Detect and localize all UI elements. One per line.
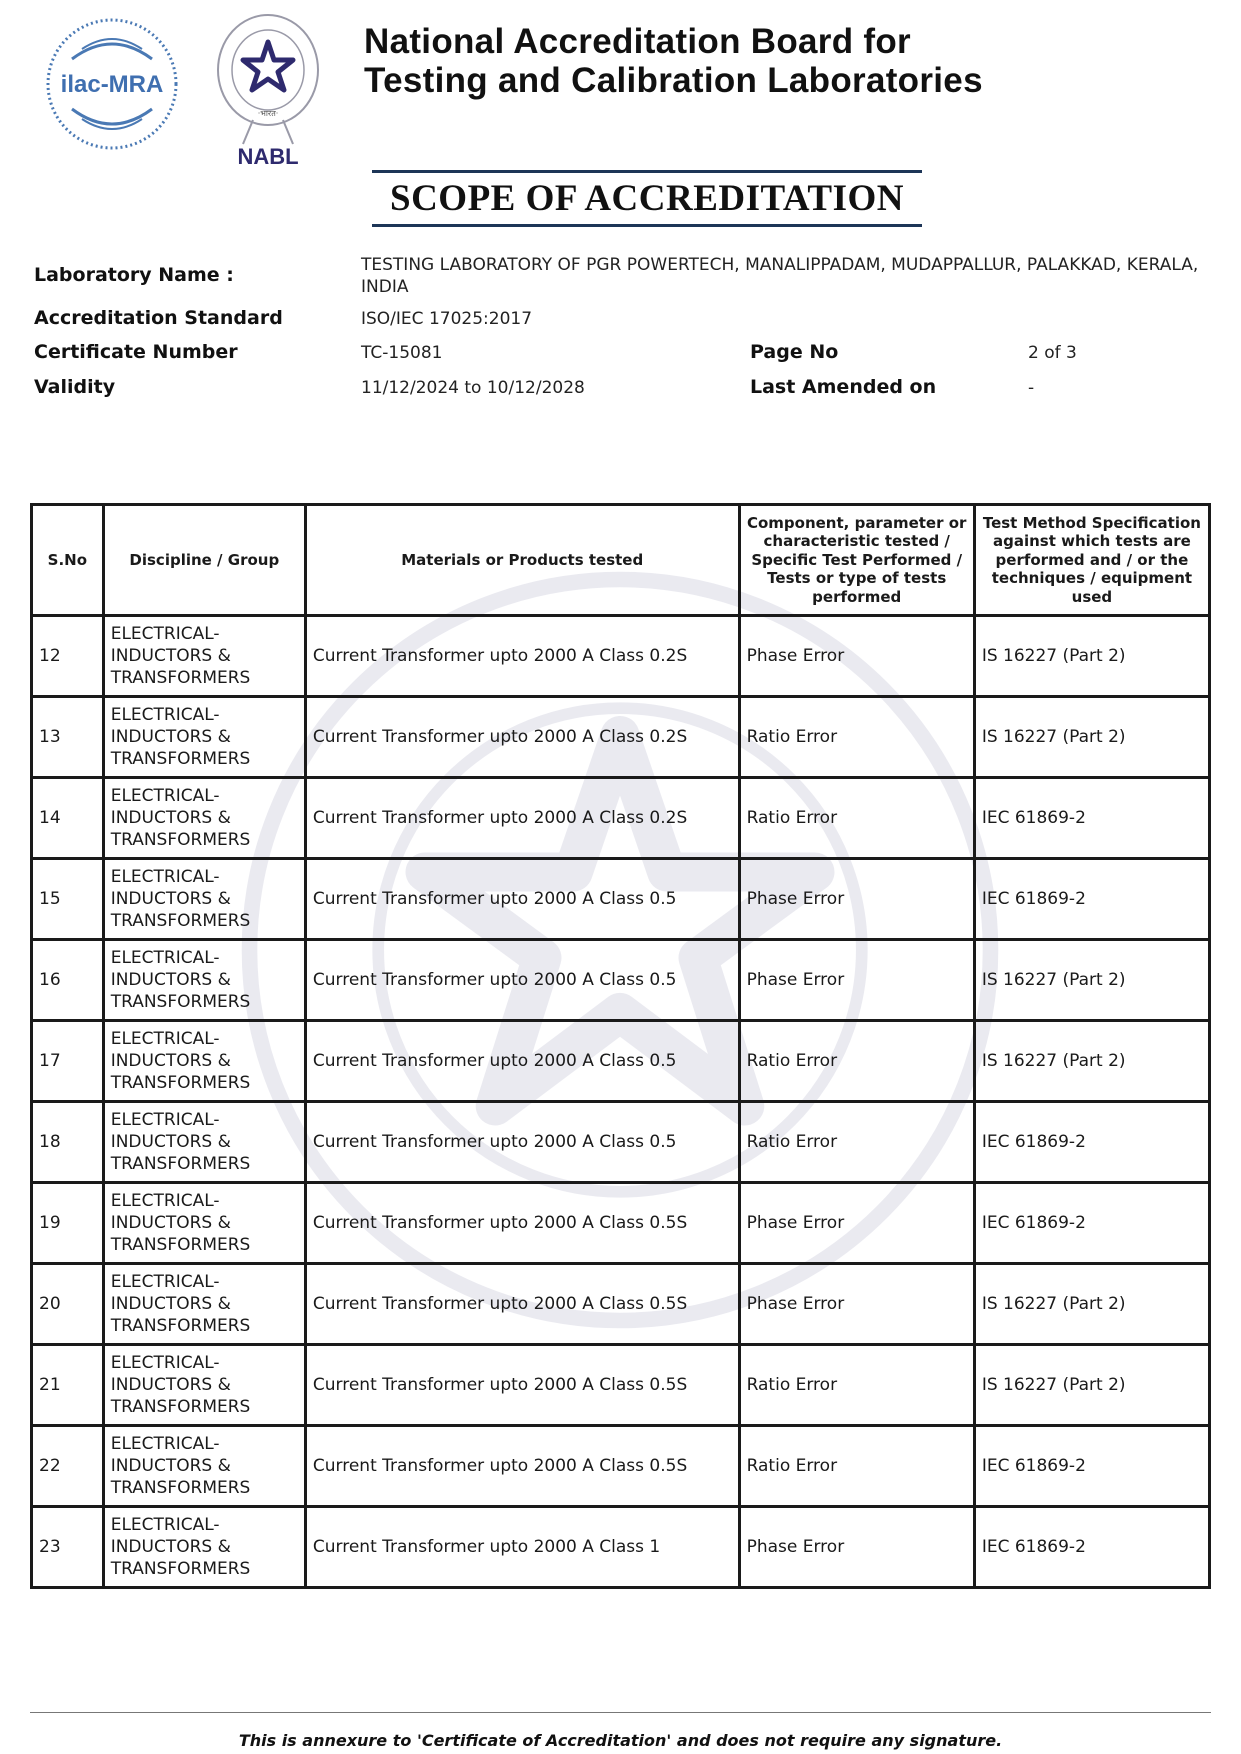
discipline-line: ELECTRICAL-	[110, 1353, 220, 1373]
cell-sno: 18	[32, 1102, 104, 1183]
lab-name-line2: INDIA	[361, 277, 409, 297]
discipline-line: TRANSFORMERS	[110, 992, 251, 1012]
discipline-line: TRANSFORMERS	[110, 1316, 251, 1336]
cell-method: IS 16227 (Part 2)	[974, 697, 1209, 778]
discipline-line: ELECTRICAL-	[110, 1191, 220, 1211]
certificate-number-label: Certificate Number	[34, 341, 238, 363]
cell-discipline	[103, 616, 305, 697]
discipline-line: TRANSFORMERS	[110, 1478, 251, 1498]
page-no-value: 2 of 3	[1028, 343, 1077, 363]
cell-method: IEC 61869-2	[974, 1183, 1209, 1264]
cell-method: IEC 61869-2	[974, 1102, 1209, 1183]
discipline-line: INDUCTORS &	[110, 1537, 231, 1557]
cell-method: IEC 61869-2	[974, 778, 1209, 859]
cell-sno: 19	[32, 1183, 104, 1264]
discipline-line: ELECTRICAL-	[110, 1272, 220, 1292]
nabl-logo-text: NABL	[237, 144, 299, 169]
discipline-line: ELECTRICAL-	[110, 624, 220, 644]
table-header-row	[32, 505, 1210, 616]
cell-component: Ratio Error	[739, 1102, 974, 1183]
nabl-bharat-text: ·भारत·	[257, 109, 279, 118]
discipline-line: TRANSFORMERS	[110, 911, 251, 931]
discipline-line: ELECTRICAL-	[110, 786, 220, 806]
table-row	[32, 1102, 1210, 1183]
cell-discipline	[103, 1507, 305, 1588]
cell-method: IS 16227 (Part 2)	[974, 1021, 1209, 1102]
table-row	[32, 1426, 1210, 1507]
cell-component: Phase Error	[739, 940, 974, 1021]
cell-sno: 17	[32, 1021, 104, 1102]
cell-component: Ratio Error	[739, 1345, 974, 1426]
discipline-line: INDUCTORS &	[110, 1375, 231, 1395]
cell-method: IS 16227 (Part 2)	[974, 1345, 1209, 1426]
discipline-line: INDUCTORS &	[110, 889, 231, 909]
discipline-line: INDUCTORS &	[110, 646, 231, 666]
lab-name-line1: TESTING LABORATORY OF PGR POWERTECH, MANALIPPADAM, MUDAPPALLUR, PALAKKAD, KERALA,	[361, 255, 1199, 275]
cell-component: Phase Error	[739, 859, 974, 940]
table-row	[32, 778, 1210, 859]
discipline-line: INDUCTORS &	[110, 808, 231, 828]
cell-discipline	[103, 1021, 305, 1102]
cell-component: Phase Error	[739, 1264, 974, 1345]
table-row	[32, 697, 1210, 778]
discipline-line: INDUCTORS &	[110, 1051, 231, 1071]
discipline-line: INDUCTORS &	[110, 970, 231, 990]
discipline-line: TRANSFORMERS	[110, 1397, 251, 1417]
header-materials: Materials or Products tested	[305, 505, 739, 616]
ilac-logo-text: ilac-MRA	[60, 71, 164, 98]
discipline-line: ELECTRICAL-	[110, 948, 220, 968]
ilac-mra-logo	[42, 14, 182, 154]
discipline-line: TRANSFORMERS	[110, 1154, 251, 1174]
cell-materials: Current Transformer upto 2000 A Class 0.5	[305, 940, 739, 1021]
footer-note: This is annexure to 'Certificate of Accreditation' and does not require any signature.	[238, 1731, 1003, 1750]
cell-component: Ratio Error	[739, 778, 974, 859]
cell-materials: Current Transformer upto 2000 A Class 0.5S	[305, 1183, 739, 1264]
cell-method: IEC 61869-2	[974, 1426, 1209, 1507]
cell-method: IEC 61869-2	[974, 1507, 1209, 1588]
cell-materials: Current Transformer upto 2000 A Class 1	[305, 1507, 739, 1588]
cell-sno: 16	[32, 940, 104, 1021]
cell-discipline	[103, 1183, 305, 1264]
page-no-label: Page No	[750, 341, 839, 363]
table-row	[32, 616, 1210, 697]
cell-component: Phase Error	[739, 1183, 974, 1264]
cell-sno: 13	[32, 697, 104, 778]
cell-component: Ratio Error	[739, 697, 974, 778]
cell-component: Phase Error	[739, 616, 974, 697]
cell-sno: 12	[32, 616, 104, 697]
discipline-line: ELECTRICAL-	[110, 1029, 220, 1049]
organization-title	[364, 22, 983, 100]
table-row	[32, 940, 1210, 1021]
table-row	[32, 1507, 1210, 1588]
cell-method: IS 16227 (Part 2)	[974, 616, 1209, 697]
cell-discipline	[103, 1102, 305, 1183]
cell-method: IEC 61869-2	[974, 859, 1209, 940]
footer-divider	[30, 1712, 1211, 1713]
scope-title: SCOPE OF ACCREDITATION	[390, 178, 904, 219]
cell-sno: 21	[32, 1345, 104, 1426]
cell-materials: Current Transformer upto 2000 A Class 0.5	[305, 1021, 739, 1102]
header-method: Test Method Specification against which tests are performed and / or the techniques / equipment used	[974, 505, 1209, 616]
header-sno: S.No	[32, 505, 104, 616]
cell-discipline	[103, 697, 305, 778]
discipline-line: TRANSFORMERS	[110, 1073, 251, 1093]
cell-sno: 23	[32, 1507, 104, 1588]
cell-discipline	[103, 1345, 305, 1426]
discipline-line: TRANSFORMERS	[110, 1559, 251, 1579]
validity-label: Validity	[34, 376, 116, 398]
cell-sno: 14	[32, 778, 104, 859]
last-amended-label: Last Amended on	[750, 376, 937, 398]
cell-materials: Current Transformer upto 2000 A Class 0.5S	[305, 1264, 739, 1345]
discipline-line: ELECTRICAL-	[110, 1110, 220, 1130]
scope-title-top-rule	[372, 170, 922, 173]
cell-materials: Current Transformer upto 2000 A Class 0.2S	[305, 616, 739, 697]
scope-title-bottom-rule	[372, 224, 922, 227]
cell-materials: Current Transformer upto 2000 A Class 0.5	[305, 1102, 739, 1183]
cell-method: IS 16227 (Part 2)	[974, 1264, 1209, 1345]
certificate-number-value: TC-15081	[361, 343, 443, 363]
table-row	[32, 1021, 1210, 1102]
lab-name-label: Laboratory Name :	[34, 264, 234, 286]
scope-table	[30, 503, 1211, 1589]
cell-discipline	[103, 859, 305, 940]
org-title-line2: Testing and Calibration Laboratories	[364, 61, 983, 100]
table-row	[32, 1183, 1210, 1264]
last-amended-value: -	[1028, 378, 1035, 398]
org-title-line1: National Accreditation Board for	[364, 22, 911, 61]
cell-discipline	[103, 940, 305, 1021]
discipline-line: INDUCTORS &	[110, 1132, 231, 1152]
table-row	[32, 859, 1210, 940]
accreditation-standard-label: Accreditation Standard	[34, 307, 283, 329]
table-row	[32, 1264, 1210, 1345]
discipline-line: INDUCTORS &	[110, 1213, 231, 1233]
cell-sno: 22	[32, 1426, 104, 1507]
cell-materials: Current Transformer upto 2000 A Class 0.2S	[305, 697, 739, 778]
cell-sno: 20	[32, 1264, 104, 1345]
accreditation-standard-value: ISO/IEC 17025:2017	[361, 309, 533, 329]
cell-discipline	[103, 1264, 305, 1345]
nabl-logo	[208, 12, 328, 172]
header-discipline: Discipline / Group	[103, 505, 305, 616]
lab-name-value	[361, 254, 1211, 298]
discipline-line: TRANSFORMERS	[110, 749, 251, 769]
cell-component: Phase Error	[739, 1507, 974, 1588]
cell-materials: Current Transformer upto 2000 A Class 0.2S	[305, 778, 739, 859]
cell-method: IS 16227 (Part 2)	[974, 940, 1209, 1021]
discipline-line: TRANSFORMERS	[110, 830, 251, 850]
discipline-line: TRANSFORMERS	[110, 668, 251, 688]
discipline-line: ELECTRICAL-	[110, 1434, 220, 1454]
cell-sno: 15	[32, 859, 104, 940]
cell-discipline	[103, 1426, 305, 1507]
discipline-line: INDUCTORS &	[110, 1294, 231, 1314]
cell-materials: Current Transformer upto 2000 A Class 0.5	[305, 859, 739, 940]
cell-component: Ratio Error	[739, 1426, 974, 1507]
validity-value: 11/12/2024 to 10/12/2028	[361, 378, 585, 398]
cell-materials: Current Transformer upto 2000 A Class 0.5S	[305, 1345, 739, 1426]
cell-materials: Current Transformer upto 2000 A Class 0.5S	[305, 1426, 739, 1507]
header-component: Component, parameter or characteristic tested / Specific Test Performed / Tests or type of tests performed	[739, 505, 974, 616]
discipline-line: ELECTRICAL-	[110, 867, 220, 887]
discipline-line: TRANSFORMERS	[110, 1235, 251, 1255]
discipline-line: INDUCTORS &	[110, 1456, 231, 1476]
table-row	[32, 1345, 1210, 1426]
cell-component: Ratio Error	[739, 1021, 974, 1102]
discipline-line: ELECTRICAL-	[110, 705, 220, 725]
cell-discipline	[103, 778, 305, 859]
discipline-line: INDUCTORS &	[110, 727, 231, 747]
discipline-line: ELECTRICAL-	[110, 1515, 220, 1535]
